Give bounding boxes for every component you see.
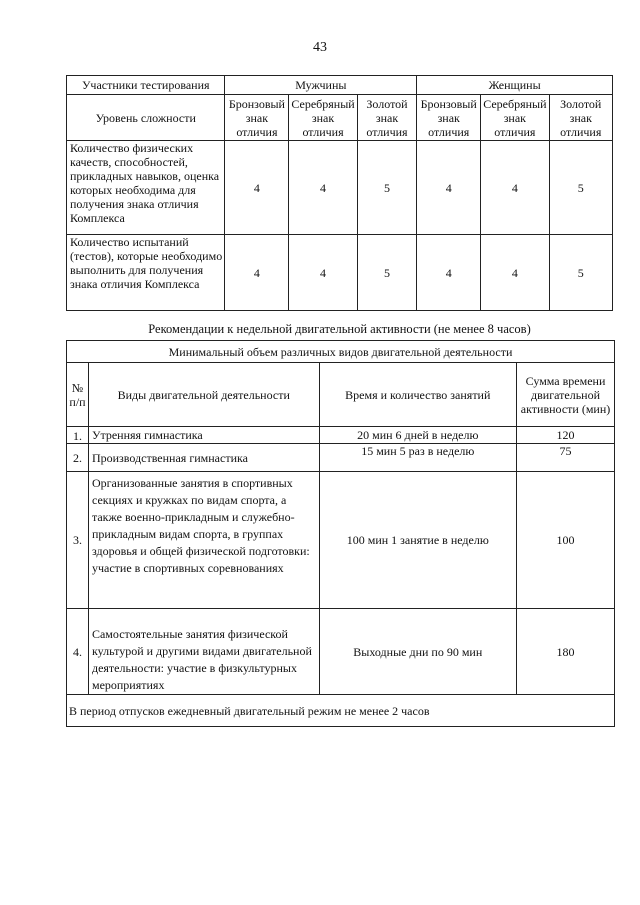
testing-levels-table — [66, 75, 613, 311]
cell-value: 4 — [481, 235, 549, 311]
level-header: Уровень сложности — [67, 95, 225, 141]
badge-header: Серебряный знак отличия — [289, 95, 357, 141]
table-row — [67, 472, 615, 609]
activity-sum: 75 — [517, 444, 615, 472]
row-number: 4. — [67, 609, 89, 695]
kinds-header: Виды двигательной деятельности — [88, 363, 319, 427]
section-caption: Рекомендации к недельной двигательной активности (не менее 8 часов) — [148, 322, 531, 336]
cell-value: 4 — [289, 235, 357, 311]
badge-header: Бронзовый знак отличия — [225, 95, 289, 141]
participants-header: Участники тестирования — [67, 76, 225, 95]
badge-header: Золотой знак отличия — [549, 95, 612, 141]
activity-time: 15 мин 5 раз в неделю — [319, 444, 517, 472]
badge-header: Золотой знак отличия — [357, 95, 417, 141]
sum-header: Сумма времени двигательной активности (мин) — [517, 363, 615, 427]
activity-kind: Производственная гимнастика — [88, 444, 319, 472]
activity-table — [66, 340, 615, 727]
activity-time: 20 мин 6 дней в неделю — [319, 427, 517, 444]
activity-kind: Организованные занятия в спортивных секциях и кружках по видам спорта, а также военно-прикладным и служебно-прикладным видам спорта, в группах здоровья и общей физической подготовки: участие в спортивных соревнованиях — [88, 472, 319, 609]
activity-sum: 120 — [517, 427, 615, 444]
activity-table-footer: В период отпусков ежедневный двигательный режим не менее 2 часов — [67, 695, 615, 727]
activity-time: Выходные дни по 90 мин — [319, 609, 517, 695]
cell-value: 5 — [357, 235, 417, 311]
cell-value: 4 — [481, 141, 549, 235]
cell-value: 4 — [289, 141, 357, 235]
badge-header: Серебряный знак отличия — [481, 95, 549, 141]
women-header: Женщины — [417, 76, 613, 95]
activity-table-title: Минимальный объем различных видов двигательной деятельности — [67, 341, 615, 363]
activity-sum: 180 — [517, 609, 615, 695]
row-label: Количество испытаний (тестов), которые необходимо выполнить для получения знака отличия Комплекса — [67, 235, 225, 311]
cell-value: 4 — [225, 141, 289, 235]
table-row — [67, 427, 615, 444]
num-header: № п/п — [67, 363, 89, 427]
table-row — [67, 444, 615, 472]
men-header: Мужчины — [225, 76, 417, 95]
cell-value: 4 — [417, 235, 481, 311]
cell-value: 5 — [549, 141, 612, 235]
activity-kind: Утренняя гимнастика — [88, 427, 319, 444]
cell-value: 5 — [357, 141, 417, 235]
activity-time: 100 мин 1 занятие в неделю — [319, 472, 517, 609]
table-row — [67, 141, 613, 235]
activity-kind: Самостоятельные занятия физической культурой и другими видами двигательной деятельности: участие в физкультурных мероприятиях — [88, 609, 319, 695]
cell-value: 4 — [225, 235, 289, 311]
row-label: Количество физических качеств, способностей, прикладных навыков, оценка которых необходима для получения знака отличия Комплекса — [67, 141, 225, 235]
time-header: Время и количество занятий — [319, 363, 517, 427]
cell-value: 5 — [549, 235, 612, 311]
table-row — [67, 609, 615, 695]
row-number: 2. — [67, 444, 89, 472]
row-number: 3. — [67, 472, 89, 609]
activity-sum: 100 — [517, 472, 615, 609]
cell-value: 4 — [417, 141, 481, 235]
badge-header: Бронзовый знак отличия — [417, 95, 481, 141]
row-number: 1. — [67, 427, 89, 444]
page-number: 43 — [313, 40, 327, 55]
table-row — [67, 235, 613, 311]
